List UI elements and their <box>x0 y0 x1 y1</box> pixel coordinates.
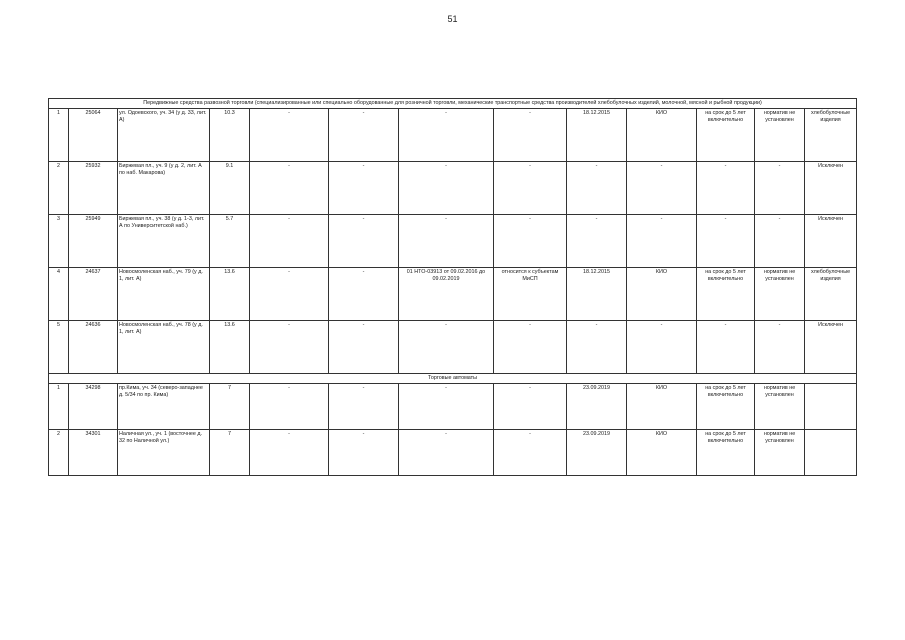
table-cell: Наличная ул., уч. 1 (восточнее д. 32 по Наличной ул.) <box>118 430 210 476</box>
table-cell: - <box>250 162 329 215</box>
table-cell: Биржевая пл., уч. 38 (у д. 1-3, лит. А по Университетской наб.) <box>118 215 210 268</box>
table-cell: 23.09.2019 <box>567 430 627 476</box>
table-cell: - <box>329 109 399 162</box>
table-cell: 4 <box>49 268 69 321</box>
table-cell: 13.6 <box>210 321 250 374</box>
table-cell: 10.3 <box>210 109 250 162</box>
section-header-row <box>49 374 857 384</box>
section-header-row <box>49 99 857 109</box>
table-cell: 25064 <box>69 109 118 162</box>
table-cell: - <box>250 268 329 321</box>
table-cell: 34298 <box>69 384 118 430</box>
table-cell: 1 <box>49 384 69 430</box>
table-cell: - <box>697 162 755 215</box>
table-cell: 3 <box>49 215 69 268</box>
table-cell: - <box>755 215 805 268</box>
table-cell: 5 <box>49 321 69 374</box>
table-cell: 25932 <box>69 162 118 215</box>
table-row <box>49 321 857 374</box>
table-cell: 9.1 <box>210 162 250 215</box>
table-cell: - <box>329 162 399 215</box>
table-cell: норматив не установлен <box>755 430 805 476</box>
table-row <box>49 384 857 430</box>
table-cell: - <box>399 162 494 215</box>
table-cell: пр.Кима, уч. 34 (северо-западнее д. 5/34 по пр. Кима) <box>118 384 210 430</box>
table-cell: - <box>697 321 755 374</box>
table-cell: - <box>250 215 329 268</box>
table-row <box>49 215 857 268</box>
page-number: 51 <box>447 14 458 24</box>
table-cell: - <box>494 162 567 215</box>
table-cell: - <box>329 321 399 374</box>
table-cell: - <box>399 109 494 162</box>
table-row <box>49 430 857 476</box>
table-cell: - <box>329 268 399 321</box>
table-cell: Биржевая пл., уч. 9 (у д. 2, лит. А по наб. Макарова) <box>118 162 210 215</box>
table-cell: Исключен <box>805 321 857 374</box>
table-cell: - <box>627 321 697 374</box>
table-cell: 7 <box>210 384 250 430</box>
table-cell: - <box>567 321 627 374</box>
table-cell: - <box>755 321 805 374</box>
table-cell: Новосмоленская наб., уч. 79 (у д. 1, лит. А) <box>118 268 210 321</box>
table-cell: - <box>250 384 329 430</box>
table-cell: 18.12.2015 <box>567 268 627 321</box>
table-cell: 13.6 <box>210 268 250 321</box>
table-row <box>49 109 857 162</box>
table-cell: - <box>567 215 627 268</box>
table-cell: 2 <box>49 162 69 215</box>
table-cell: - <box>250 109 329 162</box>
table-cell: 1 <box>49 109 69 162</box>
table-cell: - <box>250 430 329 476</box>
table-cell: 2 <box>49 430 69 476</box>
table-cell: 23.09.2019 <box>567 384 627 430</box>
table-cell: 7 <box>210 430 250 476</box>
table-row <box>49 162 857 215</box>
table-cell: - <box>494 430 567 476</box>
table-cell: КИО <box>627 109 697 162</box>
table-cell: хлебобулочные изделия <box>805 268 857 321</box>
table-cell: норматив не установлен <box>755 268 805 321</box>
table-cell: Исключен <box>805 215 857 268</box>
table-cell: - <box>567 162 627 215</box>
table-cell: на срок до 5 лет включительно <box>697 384 755 430</box>
table-cell: - <box>697 215 755 268</box>
table-cell: - <box>329 384 399 430</box>
table-cell: - <box>494 215 567 268</box>
table-cell: 5.7 <box>210 215 250 268</box>
table-cell: на срок до 5 лет включительно <box>697 430 755 476</box>
section-title: Передвижные средства развозной торговли (специализированные или специально оборудованные для розничной торговли, механические транспортные средства производителей хлебобулочных изделий, молочной, мясной и рыбной продукции) <box>49 99 857 109</box>
table-cell: - <box>494 321 567 374</box>
table-cell: 25949 <box>69 215 118 268</box>
table-cell: 01 НТО-03913 от 09.02.2016 до 09.02.2019 <box>399 268 494 321</box>
table-body <box>49 99 857 476</box>
table-cell: 24636 <box>69 321 118 374</box>
table-cell: Новосмоленская наб., уч. 78 (у д. 1, лит. А) <box>118 321 210 374</box>
table-cell: КИО <box>627 384 697 430</box>
table-cell: - <box>399 215 494 268</box>
table-cell: - <box>494 384 567 430</box>
table-cell: Исключен <box>805 162 857 215</box>
table-cell: - <box>755 162 805 215</box>
table-cell: - <box>329 430 399 476</box>
table-cell: КИО <box>627 430 697 476</box>
table-cell: КИО <box>627 268 697 321</box>
trade-objects-table <box>48 98 857 476</box>
table-cell: - <box>399 430 494 476</box>
table-cell: норматив не установлен <box>755 384 805 430</box>
table-row <box>49 268 857 321</box>
table-cell: - <box>250 321 329 374</box>
table-cell: хлебобулочные изделия <box>805 109 857 162</box>
table-cell: - <box>399 384 494 430</box>
table-cell: - <box>627 215 697 268</box>
table-cell: 18.12.2015 <box>567 109 627 162</box>
table-cell: относится к субъектам МиСП <box>494 268 567 321</box>
table-cell <box>805 430 857 476</box>
table-cell: 24637 <box>69 268 118 321</box>
table-cell: - <box>627 162 697 215</box>
table-cell <box>805 384 857 430</box>
table-cell: - <box>399 321 494 374</box>
table-cell: - <box>329 215 399 268</box>
table-cell: на срок до 5 лет включительно <box>697 109 755 162</box>
table-cell: ул. Одоевского, уч. 34 (у д. 33, лит. А) <box>118 109 210 162</box>
table-cell: - <box>494 109 567 162</box>
table-cell: норматив не установлен <box>755 109 805 162</box>
table-cell: на срок до 5 лет включительно <box>697 268 755 321</box>
table-cell: 34301 <box>69 430 118 476</box>
section-title: Торговые автоматы <box>49 374 857 384</box>
